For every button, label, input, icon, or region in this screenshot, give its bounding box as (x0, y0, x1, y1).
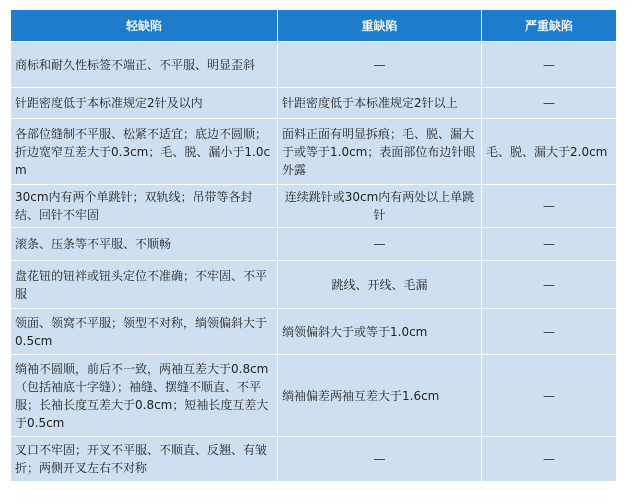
cell-light: 商标和耐久性标签不端正、不平服、明显歪斜 (11, 42, 278, 88)
table-row (11, 437, 617, 482)
table-row (11, 185, 617, 228)
cell-severe: — (482, 185, 617, 228)
cell-light: 滚条、压条等不平服、不顺畅 (11, 228, 278, 261)
cell-heavy: 绱袖偏差两袖互差大于1.6cm (278, 355, 482, 437)
table-row (11, 42, 617, 88)
cell-severe: — (482, 309, 617, 355)
cell-severe: — (482, 437, 617, 482)
cell-heavy: — (278, 437, 482, 482)
cell-severe: — (482, 355, 617, 437)
cell-severe: — (482, 261, 617, 309)
table-row (11, 228, 617, 261)
cell-light: 叉口不牢固；开叉不平服、不顺直、反翘、有皱折；两侧开叉左右不对称 (11, 437, 278, 482)
cell-severe: — (482, 228, 617, 261)
cell-light: 盘花钮的钮袢或钮头定位不准确；不牢固、不平服 (11, 261, 278, 309)
cell-heavy: 跳线、开线、毛漏 (278, 261, 482, 309)
table-row (11, 309, 617, 355)
header-row (11, 10, 617, 42)
header-heavy-defect: 重缺陷 (278, 10, 482, 42)
table-row (11, 88, 617, 119)
cell-heavy: — (278, 42, 482, 88)
cell-light: 针距密度低于本标准规定2针及以内 (11, 88, 278, 119)
cell-severe: — (482, 42, 617, 88)
cell-heavy: 针距密度低于本标准规定2针以上 (278, 88, 482, 119)
cell-heavy: 绱领偏斜大于或等于1.0cm (278, 309, 482, 355)
cell-light: 领面、领窝不平服；领型不对称，绱领偏斜大于0.5cm (11, 309, 278, 355)
table-row (11, 119, 617, 185)
cell-heavy: — (278, 228, 482, 261)
header-severe-defect: 严重缺陷 (482, 10, 617, 42)
cell-severe: 毛、脱、漏大于2.0cm (482, 119, 617, 185)
cell-heavy: 连续跳针或30cm内有两处以上单跳针 (278, 185, 482, 228)
cell-light: 各部位缝制不平服、松紧不适宜；底边不圆顺；折边宽窄互差大于0.3cm；毛、脱、漏小于1.0cm (11, 119, 278, 185)
defect-table (10, 9, 617, 482)
header-light-defect: 轻缺陷 (11, 10, 278, 42)
cell-light: 绱袖不圆顺，前后不一致，两袖互差大于0.8cm（包括袖底十字缝）；袖缝、摆缝不顺直、不平服；长袖长度互差大于0.8cm；短袖长度互差大于0.5cm (11, 355, 278, 437)
cell-severe: — (482, 88, 617, 119)
cell-heavy: 面料正面有明显拆痕；毛、脱、漏大于或等于1.0cm；表面部位布边针眼外露 (278, 119, 482, 185)
table-row (11, 355, 617, 437)
cell-light: 30cm内有两个单跳针；双轨线；吊带等各封结、回针不牢固 (11, 185, 278, 228)
table-row (11, 261, 617, 309)
